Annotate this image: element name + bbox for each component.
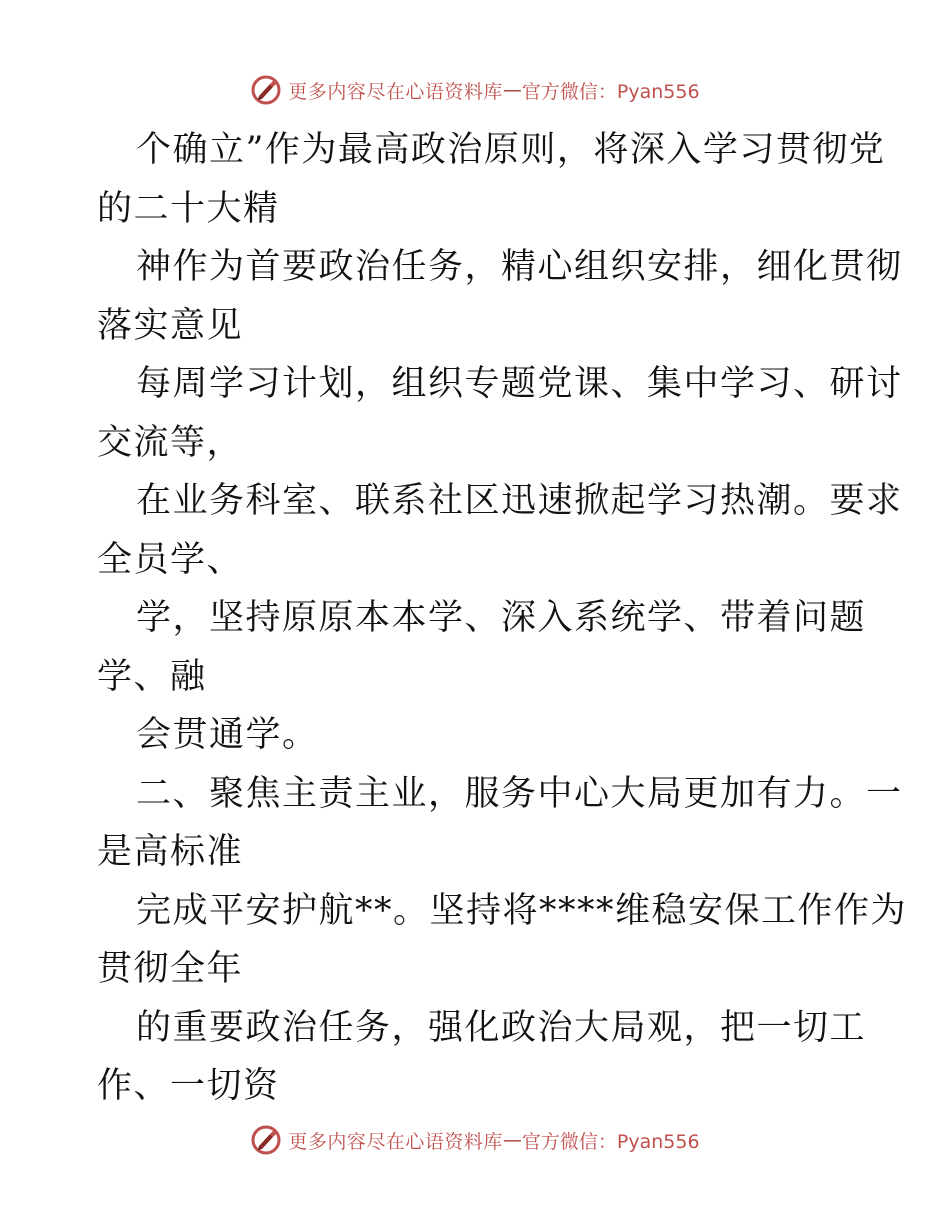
text-line: 学、融 <box>97 656 207 697</box>
document-body <box>97 121 908 1116</box>
text-line: 完成平安护航**。坚持将****维稳安保工作作为 <box>136 890 908 931</box>
text-line: 落实意见 <box>97 305 244 346</box>
text-line: 全员学、 <box>97 539 244 580</box>
text-line: 二、聚焦主责主业，服务中心大局更加有力。一 <box>136 773 903 814</box>
header-banner-separator: — <box>502 79 522 101</box>
text-line: 学，坚持原原本本学、深入系统学、带着问题 <box>136 598 867 638</box>
header-banner-wechat: 官方微信：Pyan556 <box>521 80 700 103</box>
pen-logo-icon <box>250 74 282 106</box>
footer-banner-text: 更多内容尽在心语资料库 <box>288 1130 503 1153</box>
text-line: 交流等， <box>97 422 244 463</box>
text-line: 贯彻全年 <box>97 949 244 989</box>
footer-banner <box>0 1120 950 1160</box>
text-line: 神作为首要政治任务，精心组织安排，细化贯彻 <box>136 247 903 287</box>
text-line: 的二十大精 <box>97 188 280 229</box>
header-banner-text: 更多内容尽在心语资料库 <box>288 80 503 103</box>
text-line: 作、一切资 <box>97 1066 280 1106</box>
text-line: 的重要政治任务，强化政治大局观，把一切工 <box>136 1007 867 1048</box>
header-banner <box>0 70 950 110</box>
text-line: 是高标准 <box>97 832 244 872</box>
pen-logo-icon <box>250 1124 282 1156</box>
text-line: 在业务科室、联系社区迅速掀起学习热潮。要求 <box>136 481 903 521</box>
text-line: 每周学习计划，组织专题党课、集中学习、研讨 <box>136 364 903 404</box>
footer-banner-wechat: 官方微信：Pyan556 <box>521 1130 700 1153</box>
text-line: 会贯通学。 <box>136 715 319 755</box>
footer-banner-separator: — <box>502 1129 522 1151</box>
text-line: 个确立”作为最高政治原则，将深入学习贯彻党 <box>136 130 886 170</box>
